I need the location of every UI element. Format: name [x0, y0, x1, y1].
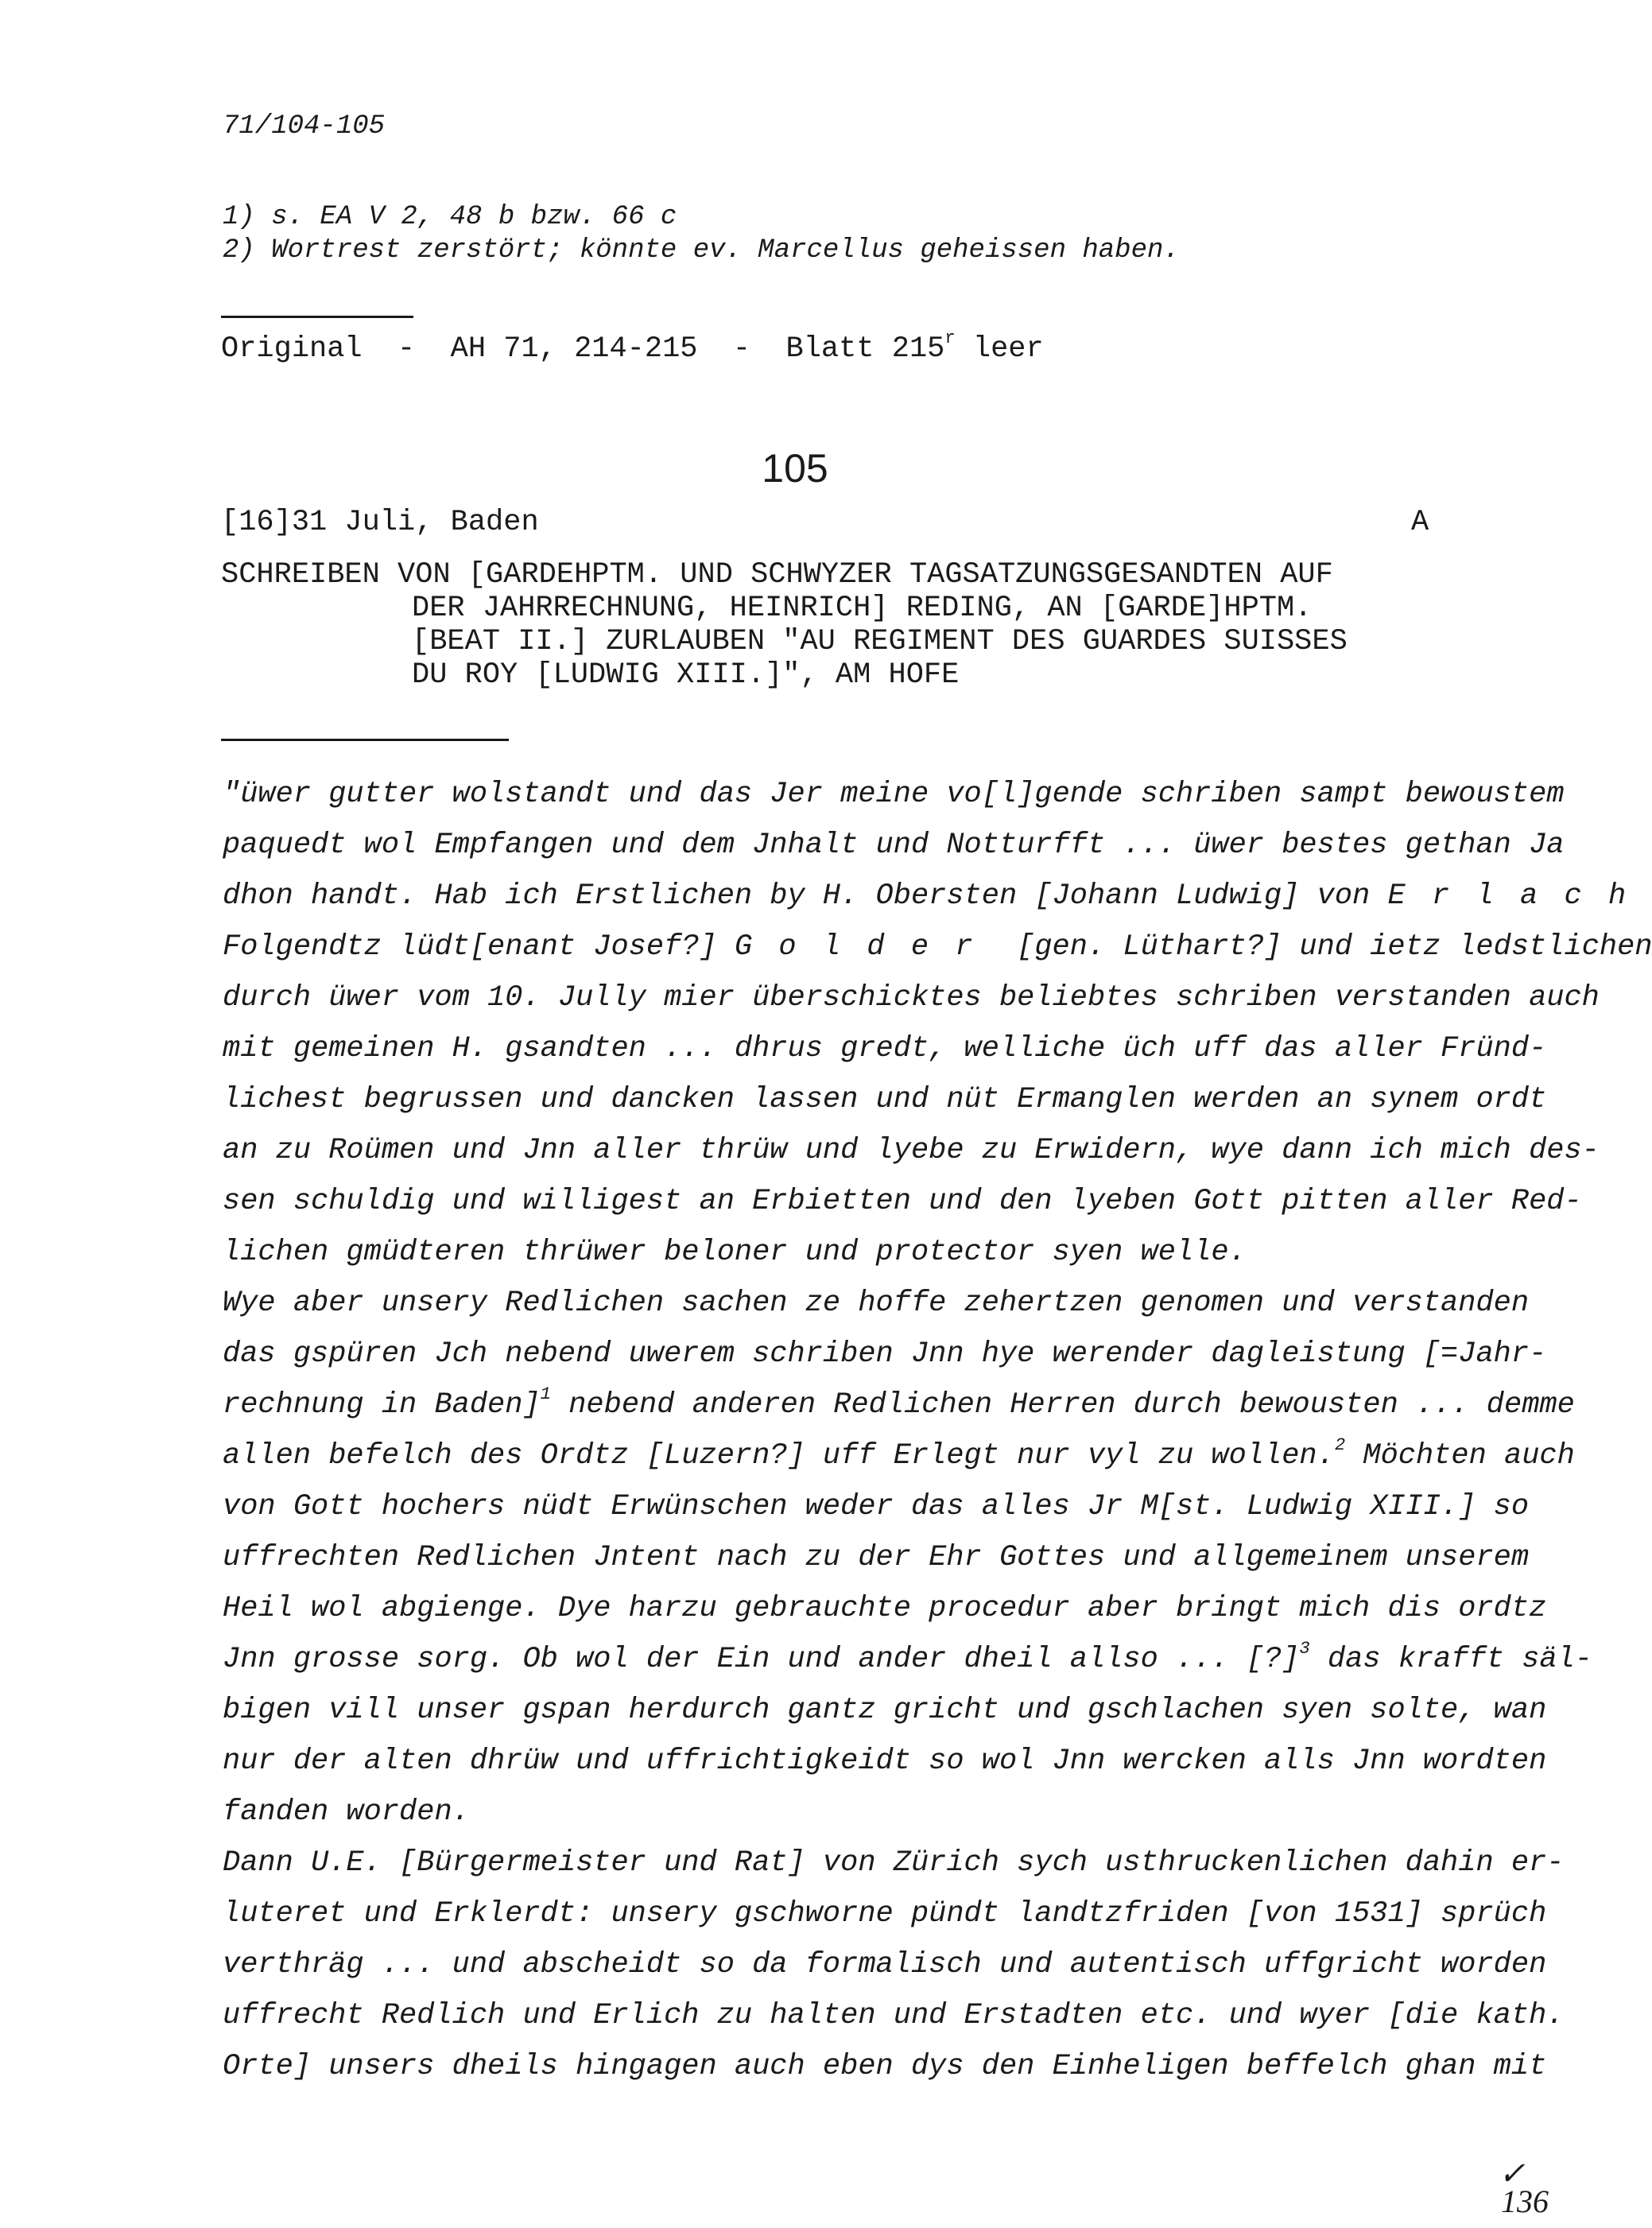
- text-segment: rechnung in Baden]: [223, 1388, 541, 1422]
- text-line: Dann U.E. [Bürgermeister und Rat] von Zürich sych usthruckenlichen dahin er-: [223, 1846, 1565, 1880]
- text-line: sen schuldig und willigest an Erbietten und den lyeben Gott pitten aller Red-: [223, 1185, 1582, 1218]
- text-line: mit gemeinen H. gsandten ... dhrus gredt, welliche üch uff das aller Fründ-: [223, 1032, 1547, 1065]
- text-segment: Jnn grosse sorg. Ob wol der Ein und ander dheil allso ... [?]: [223, 1643, 1300, 1676]
- original-source-suffix: leer: [955, 332, 1044, 366]
- text-line: [223, 879, 1652, 913]
- text-line: an zu Roümen und Jnn aller thrüw und lyebe zu Erwidern, wye dann ich mich des-: [223, 1134, 1600, 1167]
- text-segment: dhon handt. Hab ich Erstlichen by H. Obersten [Johann Ludwig] von: [223, 879, 1388, 913]
- text-line: luteret und Erklerdt: unsery gschworne pündt landtzfriden [von 1531] sprüch: [223, 1897, 1547, 1931]
- text-line: lichen gmüdteren thrüwer beloner und protector syen welle.: [223, 1236, 1247, 1269]
- separator-rule: [221, 316, 413, 318]
- text-line: Heil wol abgienge. Dye harzu gebrauchte procedur aber bringt mich dis ordtz: [223, 1592, 1547, 1625]
- text-line: "üwer gutter wolstandt und das Jer meine vo[l]gende schriben sampt bewoustem: [223, 778, 1565, 811]
- text-line: [223, 1435, 1575, 1473]
- text-line: verthräg ... und abscheidt so da formalisch und autentisch uffgricht worden: [223, 1948, 1547, 1982]
- heading-line-4: DU ROY [LUDWIG XIII.]", AM HOFE: [412, 658, 960, 692]
- footnote-1: 1) s. EA V 2, 48 b bzw. 66 c: [223, 202, 677, 232]
- text-line: paquedt wol Empfangen und dem Jnhalt und Notturfft ... üwer bestes gethan Ja: [223, 829, 1565, 862]
- variant-letter: A: [1411, 506, 1429, 539]
- text-segment: Folgendtz lüdt[enant Josef?]: [223, 930, 735, 964]
- heading-line-2: DER JAHRRECHNUNG, HEINRICH] REDING, AN [GARDE]HPTM.: [412, 592, 1313, 625]
- heading-line-1: SCHREIBEN VON [GARDEHPTM. UND SCHWYZER TAGSATZUNGSGESANDTEN AUF: [221, 558, 1333, 592]
- footnote-ref-3: 3: [1299, 1639, 1310, 1659]
- text-segment: [gen. Lüthart?] und ietz ledstlichen: [999, 930, 1652, 964]
- text-segment: Möchten auch: [1345, 1439, 1575, 1473]
- text-line: von Gott hochers nüdt Erwünschen weder das alles Jr M[st. Ludwig XIII.] so: [223, 1490, 1530, 1524]
- spaced-name-golder: Golder: [734, 930, 999, 964]
- folio-side-superscript: r: [944, 328, 956, 349]
- spaced-name-erlach: Erlach: [1387, 879, 1652, 913]
- text-line: uffrecht Redlich und Erlich zu halten und Erstadten etc. und wyer [die kath.: [223, 1999, 1565, 2032]
- text-line: [223, 930, 1652, 964]
- footnote-2: 2) Wortrest zerstört; könnte ev. Marcellus geheissen haben.: [223, 235, 1180, 266]
- text-line: Wye aber unsery Redlichen sachen ze hoffe zehertzen genomen und verstanden: [223, 1287, 1530, 1320]
- text-line: Orte] unsers dheils hingagen auch eben dys den Einheligen beffelch ghan mit: [223, 2050, 1547, 2083]
- document-number: 105: [762, 446, 828, 491]
- text-line: fanden worden.: [223, 1795, 470, 1829]
- original-source-text: Original - AH 71, 214-215 - Blatt 215: [221, 332, 945, 366]
- text-line: lichest begrussen und dancken lassen und nüt Ermanglen werden an synem ordt: [223, 1083, 1547, 1116]
- text-line: bigen vill unser gspan herdurch gantz gricht und gschlachen syen solte, wan: [223, 1694, 1547, 1727]
- text-line: [223, 1639, 1593, 1676]
- footnote-ref-1: 1: [540, 1384, 551, 1405]
- text-line: durch üwer vom 10. Jully mier überschicktes beliebtes schriben verstanden auch: [223, 981, 1600, 1015]
- text-line: uffrechten Redlichen Jntent nach zu der Ehr Gottes und allgemeinem unserem: [223, 1541, 1530, 1574]
- folio-number: 136: [1501, 2183, 1549, 2219]
- text-line: [223, 1384, 1575, 1422]
- text-line: das gspüren Jch nebend uwerem schriben Jnn hye werender dagleistung [=Jahr-: [223, 1337, 1547, 1371]
- footnote-ref-2: 2: [1334, 1435, 1346, 1456]
- heading-line-3: [BEAT II.] ZURLAUBEN "AU REGIMENT DES GUARDES SUISSES: [412, 625, 1348, 658]
- reference-number: 71/104-105: [223, 111, 386, 142]
- text-segment: das krafft säl-: [1309, 1643, 1593, 1676]
- text-segment: nebend anderen Redlichen Herren durch bewousten ... demme: [551, 1388, 1575, 1422]
- date-place: [16]31 Juli, Baden: [221, 506, 539, 539]
- original-source-line: [221, 328, 1044, 366]
- text-line: nur der alten dhrüw und uffrichtigkeidt so wol Jnn wercken alls Jnn wordten: [223, 1745, 1547, 1778]
- text-segment: allen befelch des Ordtz [Luzern?] uff Erlegt nur vyl zu wollen.: [223, 1439, 1335, 1473]
- separator-rule: [221, 739, 509, 741]
- check-mark-icon: ✓: [1499, 2156, 1526, 2191]
